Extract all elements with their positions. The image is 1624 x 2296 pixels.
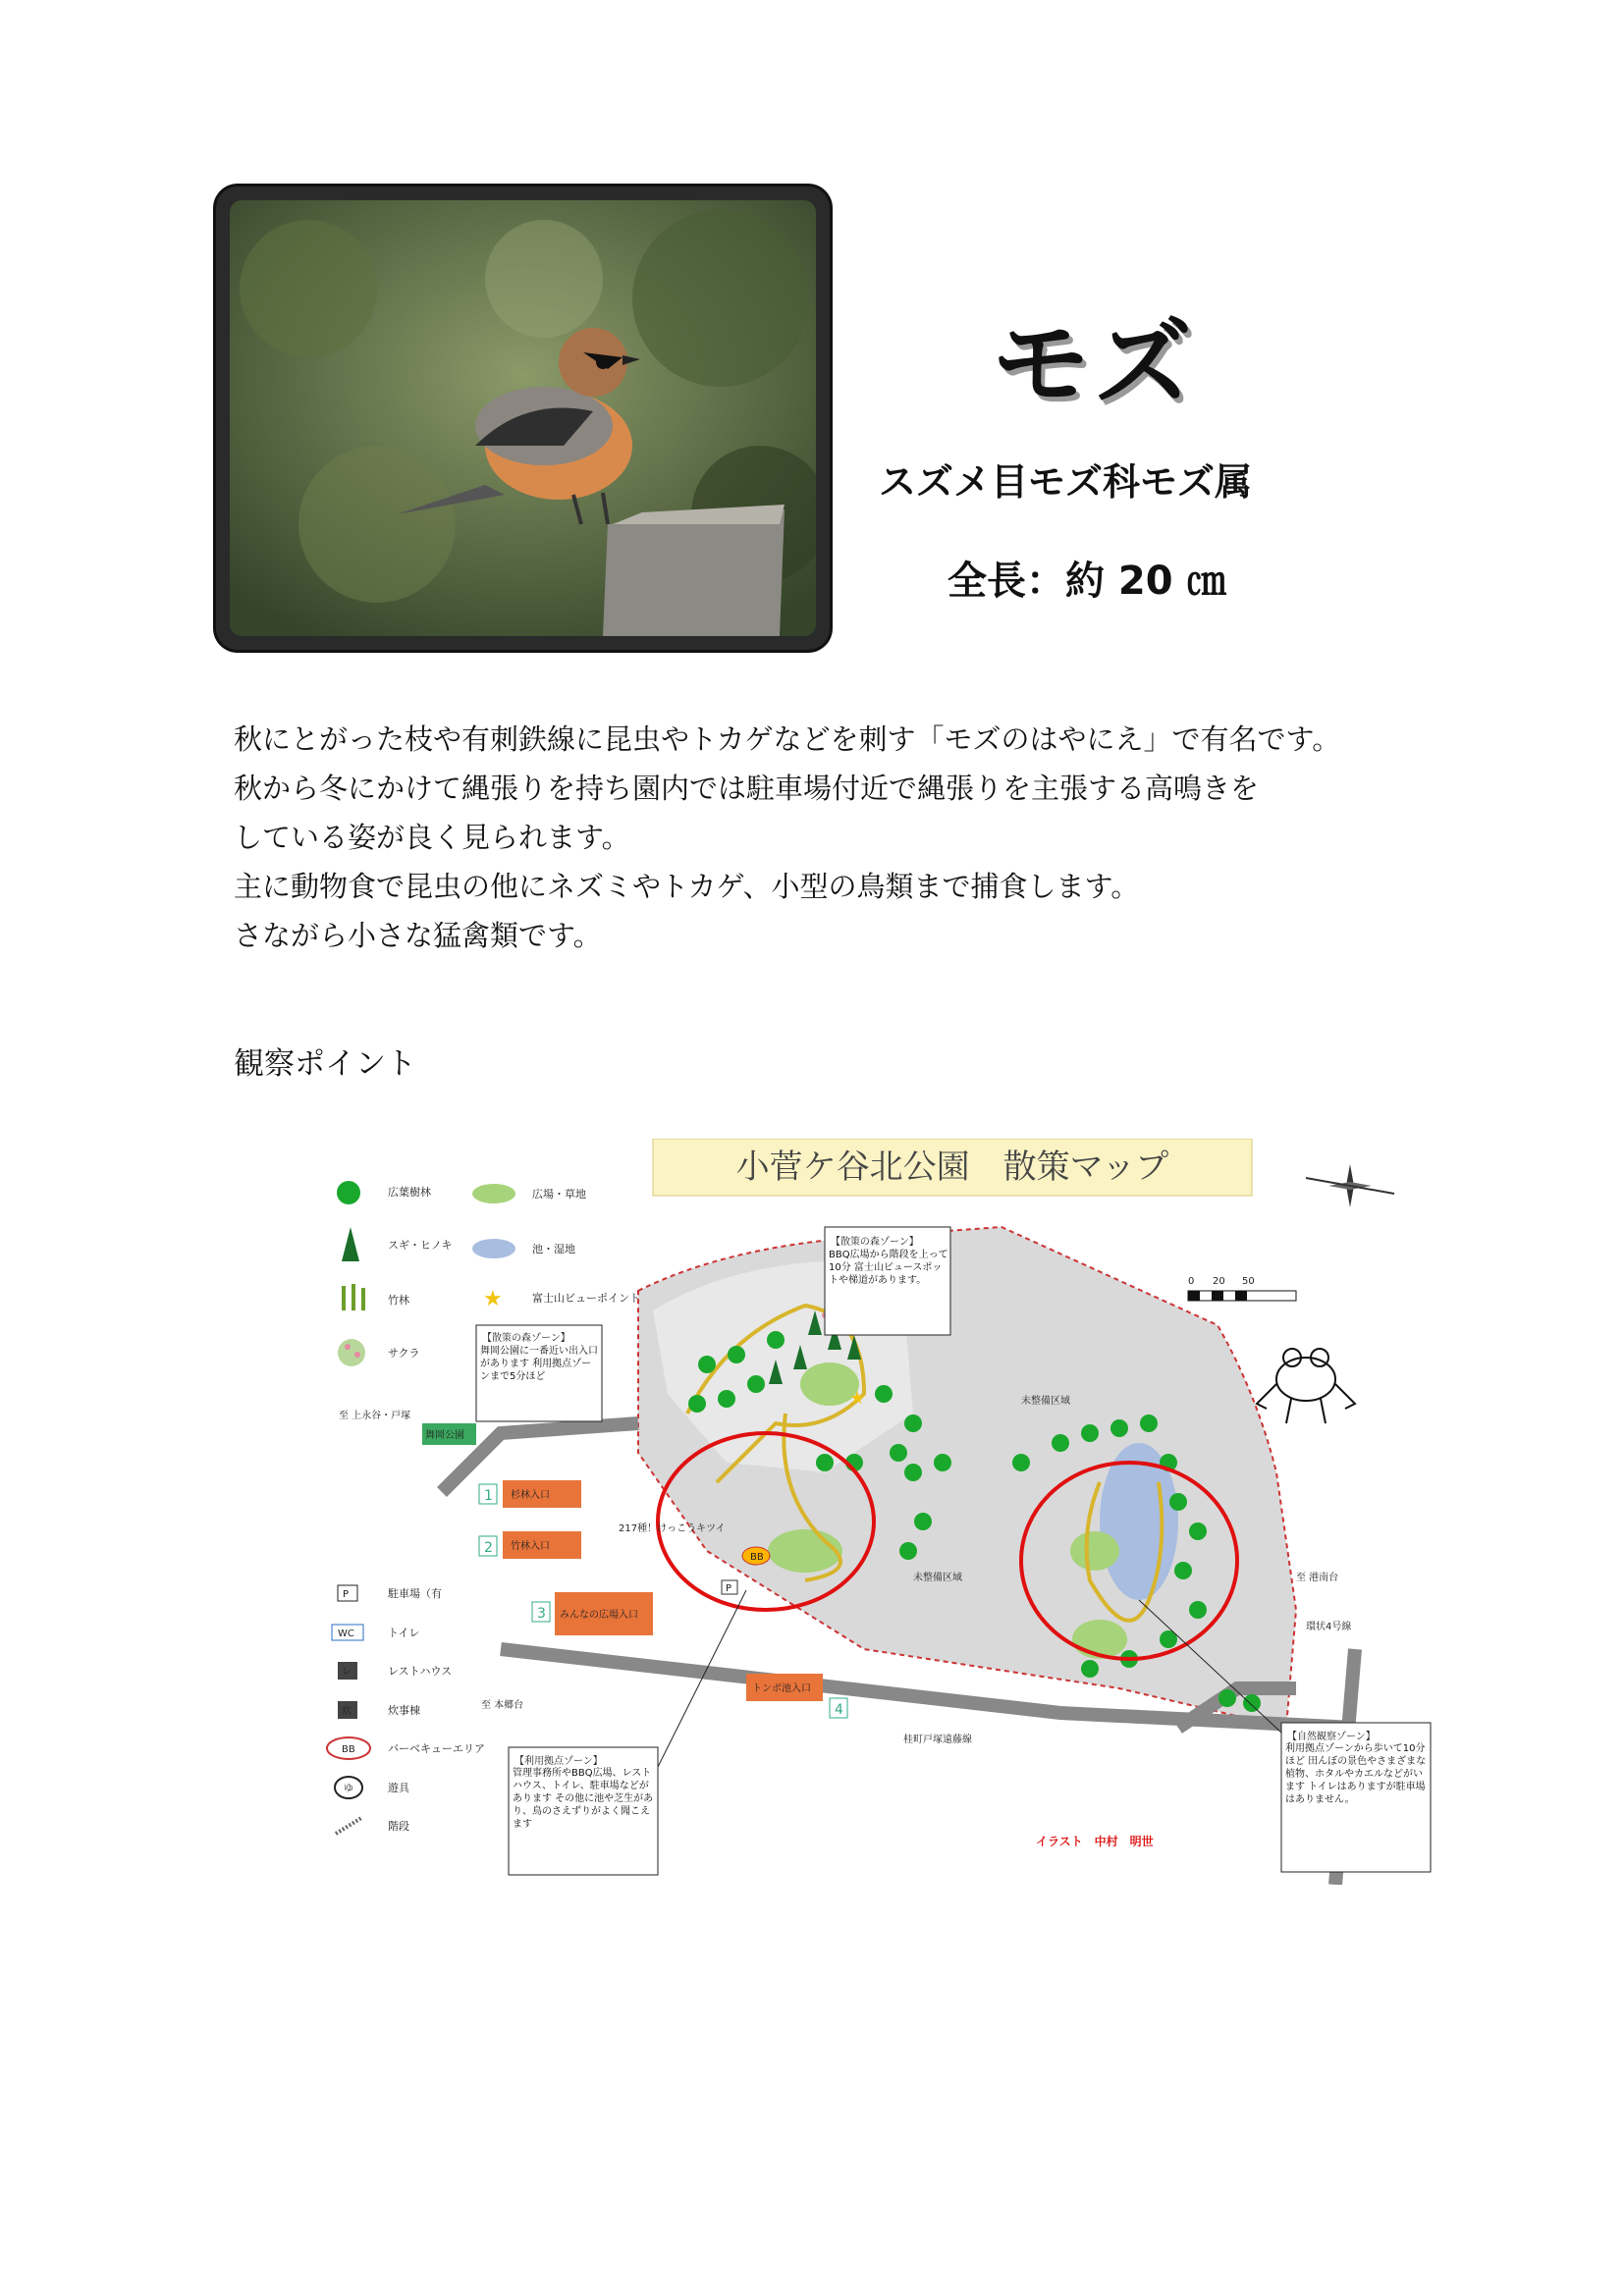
description-line: さながら小さな猛禽類です。 [234,919,602,952]
park-map [314,1139,1434,1885]
bird-name: モズ [992,306,1196,421]
legend-label: 遊具 [388,1782,409,1794]
compass-icon [1306,1164,1394,1207]
scale-label: 0 [1188,1276,1195,1287]
map-label: 舞岡公園 [425,1430,464,1441]
legend-label: スギ・ヒノキ [388,1239,453,1252]
svg-text:【自然観察ゾーン】: 【自然観察ゾーン】 [1287,1732,1376,1742]
legend-label: 階段 [388,1820,409,1833]
description-line: している姿が良く見られます。 [234,821,630,854]
scale-label: 20 [1213,1276,1225,1287]
map-label: 至 本郷台 [481,1700,524,1711]
legend-label: トイレ [388,1627,420,1639]
svg-text:4: 4 [835,1702,843,1718]
svg-text:3: 3 [537,1606,546,1622]
legend-icon: レ [342,1667,352,1678]
legend-icon: ゆ [344,1784,353,1794]
meadow [1070,1531,1119,1571]
bird-length: 全長：約 20 ㎝ [947,559,1226,604]
svg-text:1: 1 [484,1488,493,1504]
description-line: 主に動物食で昆虫の他にネズミやトカゲ、小型の鳥類まで捕食します。 [234,870,1140,903]
legend-label: 竹林 [388,1294,409,1307]
legend-label: 富士山ビューポイント [532,1292,640,1305]
map-title-banner [653,1139,1252,1196]
svg-text:P: P [726,1583,732,1594]
observation-heading: 観察ポイント [234,1046,416,1082]
meadow [768,1529,842,1573]
svg-text:【散策の森ゾーン】: 【散策の森ゾーン】 [482,1333,570,1344]
description-line: 秋から冬にかけて縄張りを持ち園内では駐車場付近で縄張りを主張する高鳴きを [234,772,1260,805]
zone-box-forest-west: 【散策の森ゾーン】 舞岡公園に一番近い出入口があります 利用拠点ゾーンまで5分ほど [476,1325,602,1421]
description-line: 秋にとがった枝や有刺鉄線に昆虫やトカゲなどを刺す「モズのはやにえ」で有名です。 [234,722,1341,756]
meadow [1072,1620,1127,1659]
svg-text:杉林入口: 杉林入口 [511,1490,550,1501]
legend-label: 炊事棟 [388,1704,420,1717]
legend-bottom [327,1585,485,1834]
map-label: 未整備区域 [913,1573,962,1583]
svg-text:2: 2 [484,1540,493,1556]
legend-icon: 炊 [342,1706,352,1717]
map-label: 桂町戸塚遠藤線 [903,1735,972,1745]
svg-text:竹林入口: 竹林入口 [511,1541,550,1552]
shrike-photo [230,200,816,636]
entrance-3 [532,1592,653,1635]
zone-box-nature: 【自然観察ゾーン】 利用拠点ゾーンから歩いて10分ほど 田んぼの景色やさまざまな植物、ホタルやカエルなどがいます トイレはありますが駐車場はありません。 [1139,1600,1431,1872]
svg-text:みんなの広場入口: みんなの広場入口 [560,1610,638,1621]
map-label: 至 港南台 [1296,1573,1339,1583]
svg-text:BB: BB [750,1552,764,1563]
entrance-2 [479,1531,581,1559]
zone-box-facility: 【利用拠点ゾーン】 管理事務所やBBQ広場、レストハウス、トイレ、駐車場などがあります その他に池や芝生があり、鳥のさえずりがよく聞こえます [509,1590,746,1875]
legend-label: 池・湿地 [532,1243,575,1255]
description [234,715,1451,960]
map-title: 小菅ケ谷北公園 散策マップ [735,1148,1169,1187]
bird-classification: スズメ目モズ科モズ属 [879,460,1253,504]
legend-label: 広場・草地 [532,1188,586,1201]
entrance-1 [479,1480,581,1508]
svg-text:トンボ池入口: トンボ池入口 [752,1683,811,1694]
scale-bar [1188,1276,1296,1301]
map-label: 環状4号線 [1306,1622,1352,1632]
legend-icon: P [343,1589,350,1600]
legend-icon: BB [342,1744,355,1755]
map-label: 未整備区域 [1021,1396,1070,1407]
svg-text:【利用拠点ゾーン】: 【利用拠点ゾーン】 [514,1756,603,1767]
scale-label: 50 [1242,1276,1255,1287]
legend-label: バーベキューエリア [388,1742,485,1755]
bird-photo-frame [216,187,830,650]
fuji-view-icon: ★ [849,1388,866,1409]
frog-icon [1257,1349,1355,1423]
map-label: 217種！けっこうキツイ [619,1523,726,1534]
zone-box-forest-north: 【散策の森ゾーン】 BBQ広場から階段を上って10分 富士山ビュースポットや梯道があります。 [825,1227,950,1335]
map-credit: イラスト 中村 明世 [1036,1835,1154,1848]
legend-label: 広葉樹林 [388,1186,431,1199]
svg-text:【散策の森ゾーン】: 【散策の森ゾーン】 [831,1237,919,1248]
legend-label: サクラ [388,1347,420,1360]
svg-text:★: ★ [483,1287,503,1311]
map-label: 至 上永谷・戸塚 [339,1411,411,1421]
legend-label: レストハウス [388,1665,453,1678]
legend-label: 駐車場（有 [388,1587,442,1600]
legend-icon: WC [338,1629,354,1639]
